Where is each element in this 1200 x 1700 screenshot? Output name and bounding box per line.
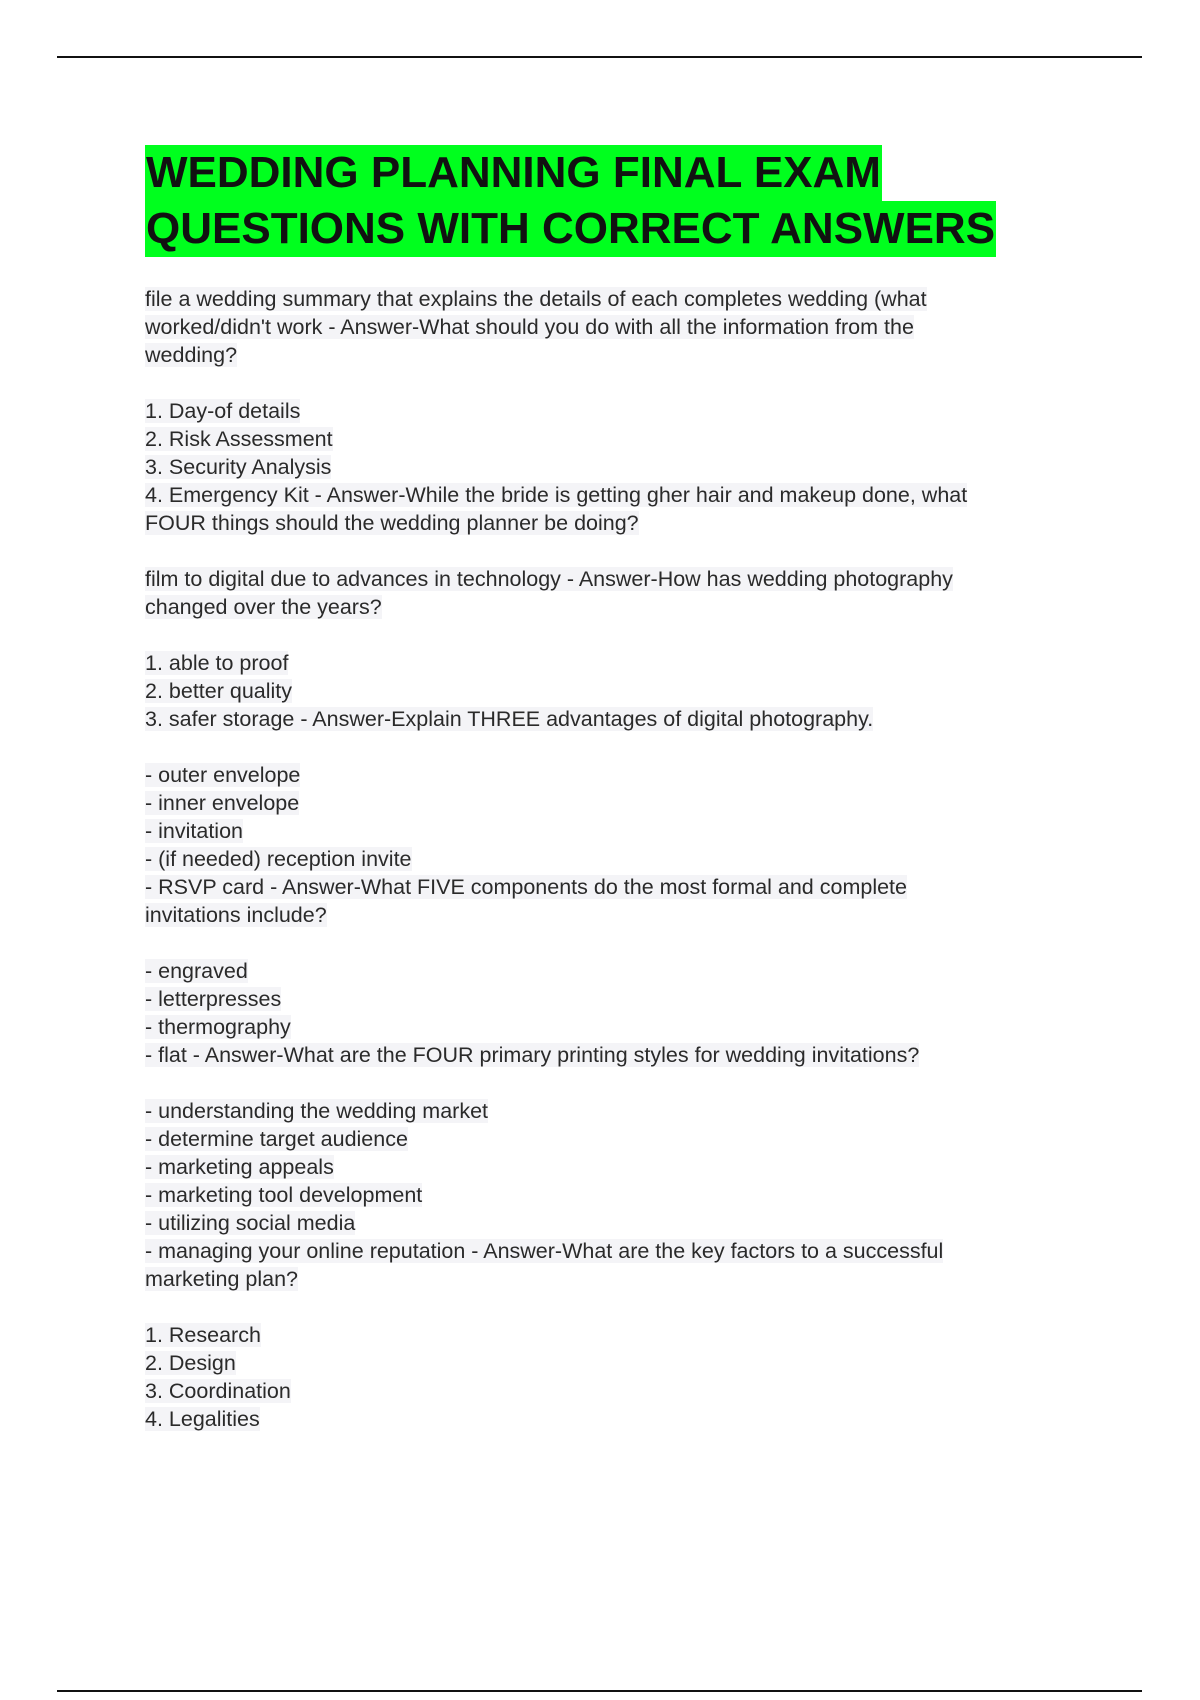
qa-line-text: 1. able to proof — [145, 651, 289, 675]
qa-line — [145, 1041, 1080, 1069]
qa-line-text: 1. Research — [145, 1323, 261, 1347]
qa-line — [145, 901, 1080, 929]
qa-line — [145, 1013, 1080, 1041]
qa-block — [145, 649, 1080, 733]
qa-line — [145, 1265, 1080, 1293]
top-divider — [57, 56, 1142, 58]
qa-line — [145, 789, 1080, 817]
qa-line-text: - understanding the wedding market — [145, 1099, 489, 1123]
qa-line-text: changed over the years? — [145, 595, 382, 619]
qa-line — [145, 285, 1080, 313]
qa-line-text: 3. Security Analysis — [145, 455, 332, 479]
qa-line-text: - letterpresses — [145, 987, 282, 1011]
qa-line — [145, 873, 1080, 901]
qa-line — [145, 509, 1080, 537]
qa-line-text: file a wedding summary that explains the details of each completes wedding (what — [145, 287, 927, 311]
qa-line-text: - outer envelope — [145, 763, 301, 787]
qa-line — [145, 481, 1080, 509]
qa-line — [145, 1377, 1080, 1405]
qa-line-text: 2. Risk Assessment — [145, 427, 333, 451]
qa-line — [145, 957, 1080, 985]
qa-line — [145, 845, 1080, 873]
qa-line — [145, 761, 1080, 789]
qa-line — [145, 1209, 1080, 1237]
qa-line-text: - engraved — [145, 959, 248, 983]
qa-line-text: - invitation — [145, 819, 243, 843]
qa-line — [145, 1321, 1080, 1349]
document-title — [145, 145, 1080, 257]
qa-line-text: worked/didn't work - Answer-What should you do with all the information from the — [145, 315, 914, 339]
qa-line-text: 3. safer storage - Answer-Explain THREE advantages of digital photography. — [145, 707, 874, 731]
qa-line-text: FOUR things should the wedding planner be doing? — [145, 511, 639, 535]
qa-line-text: - flat - Answer-What are the FOUR primary printing styles for wedding invitations? — [145, 1043, 920, 1067]
qa-line — [145, 313, 1080, 341]
qa-line-text: 4. Emergency Kit - Answer-While the bride is getting gher hair and makeup done, what — [145, 483, 968, 507]
qa-line-text: - thermography — [145, 1015, 291, 1039]
qa-line-text: - managing your online reputation - Answer-What are the key factors to a successful — [145, 1239, 944, 1263]
qa-line-text: invitations include? — [145, 903, 327, 927]
qa-line-text: 2. better quality — [145, 679, 293, 703]
title-line-2: QUESTIONS WITH CORRECT ANSWERS — [145, 201, 996, 257]
document-body — [145, 145, 1080, 1461]
qa-line — [145, 341, 1080, 369]
qa-line-text: - utilizing social media — [145, 1211, 356, 1235]
qa-line — [145, 593, 1080, 621]
qa-block — [145, 957, 1080, 1069]
qa-line — [145, 817, 1080, 845]
qa-block — [145, 761, 1080, 929]
qa-line — [145, 1125, 1080, 1153]
qa-line — [145, 1181, 1080, 1209]
qa-line-text: - determine target audience — [145, 1127, 408, 1151]
qa-block — [145, 285, 1080, 369]
qa-line-text: - marketing tool development — [145, 1183, 423, 1207]
qa-line — [145, 1237, 1080, 1265]
qa-block — [145, 1321, 1080, 1433]
qa-line-text: - RSVP card - Answer-What FIVE components do the most formal and complete — [145, 875, 907, 899]
qa-line — [145, 1405, 1080, 1433]
qa-line-text: 3. Coordination — [145, 1379, 291, 1403]
qa-line — [145, 1349, 1080, 1377]
qa-line — [145, 1097, 1080, 1125]
qa-list — [145, 285, 1080, 1433]
qa-line — [145, 649, 1080, 677]
qa-line-text: - (if needed) reception invite — [145, 847, 412, 871]
qa-block — [145, 397, 1080, 537]
bottom-divider — [57, 1690, 1142, 1692]
qa-line-text: 1. Day-of details — [145, 399, 301, 423]
title-line-1: WEDDING PLANNING FINAL EXAM — [145, 145, 882, 201]
qa-line-text: - inner envelope — [145, 791, 300, 815]
qa-line — [145, 453, 1080, 481]
qa-line-text: 4. Legalities — [145, 1407, 260, 1431]
qa-line — [145, 705, 1080, 733]
qa-line — [145, 565, 1080, 593]
qa-line — [145, 425, 1080, 453]
qa-line — [145, 677, 1080, 705]
qa-line-text: marketing plan? — [145, 1267, 298, 1291]
qa-line-text: 2. Design — [145, 1351, 236, 1375]
qa-line-text: - marketing appeals — [145, 1155, 334, 1179]
qa-block — [145, 1097, 1080, 1293]
qa-block — [145, 565, 1080, 621]
qa-line — [145, 985, 1080, 1013]
qa-line — [145, 397, 1080, 425]
qa-line-text: wedding? — [145, 343, 238, 367]
qa-line — [145, 1153, 1080, 1181]
qa-line-text: film to digital due to advances in technology - Answer-How has wedding photography — [145, 567, 953, 591]
